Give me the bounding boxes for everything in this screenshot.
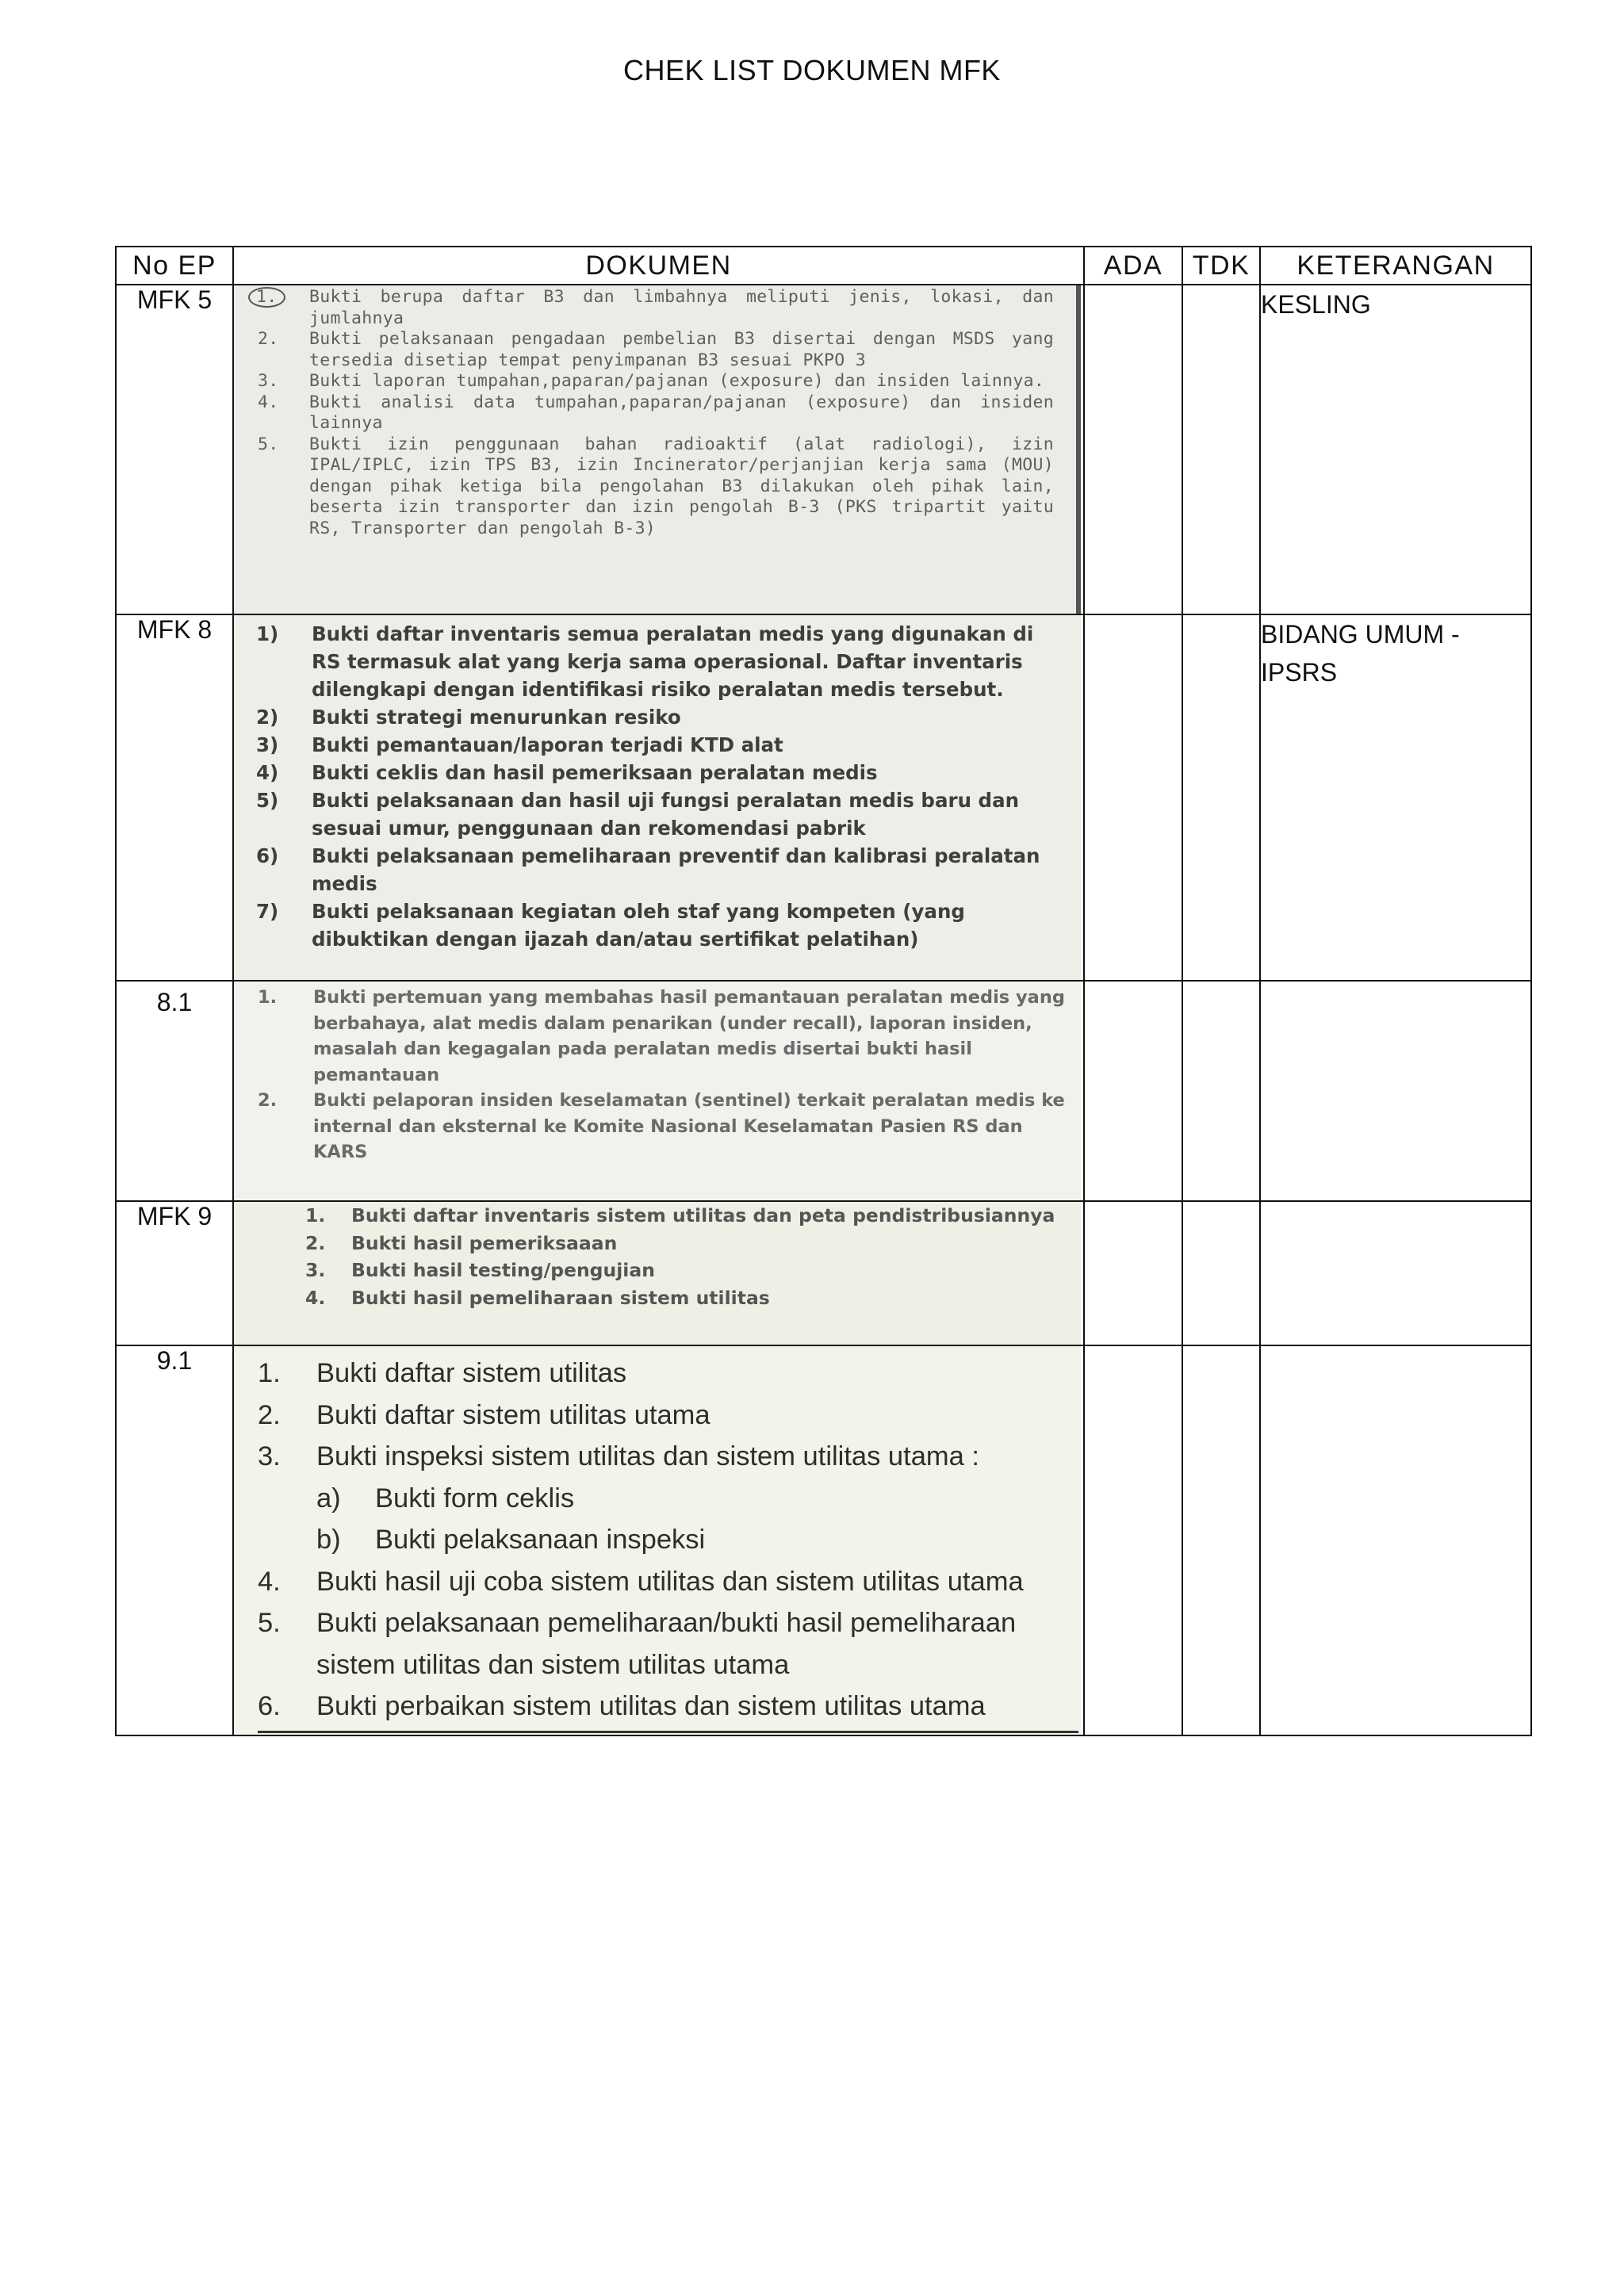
subitem-text: Bukti form ceklis — [375, 1483, 575, 1513]
ada-cell[interactable] — [1084, 1345, 1182, 1735]
item-text: Bukti pelaksanaan pemeliharaan preventif dan kalibrasi peralatan medis — [312, 844, 1040, 895]
list-item — [258, 1353, 1065, 1395]
item-number: 3. — [305, 1259, 326, 1281]
list-item — [256, 620, 1065, 703]
item-text: Bukti pelaksanaan pemeliharaan/bukti hasil pemeliharaan sistem utilitas dan sistem utilitas utama — [316, 1608, 1017, 1680]
item-text: Bukti daftar inventaris sistem utilitas dan peta pendistribusiannya — [351, 1204, 1055, 1226]
item-number: 1) — [256, 622, 279, 645]
item-number: 2. — [258, 1399, 281, 1430]
item-number: 7) — [256, 900, 279, 923]
table-row — [116, 981, 1531, 1201]
item-text: Bukti pelaksanaan dan hasil uji fungsi peralatan medis baru dan sesuai umur, penggunaan dan rekomendasi pabrik — [312, 789, 1020, 840]
item-number: 4) — [256, 761, 279, 784]
item-number: 4. — [258, 1566, 281, 1597]
checklist-table — [115, 246, 1532, 1736]
item-number: 1. — [258, 1358, 281, 1388]
list-item — [256, 842, 1065, 897]
item-text: Bukti inspeksi sistem utilitas dan sistem utilitas utama : — [316, 1441, 979, 1471]
list-item — [305, 1230, 1065, 1257]
item-number: 4. — [258, 392, 279, 412]
header-ada: ADA — [1084, 247, 1182, 285]
page-title: CHEK LIST DOKUMEN MFK — [623, 54, 1001, 86]
dokumen-cell — [233, 285, 1084, 614]
item-number: 3. — [258, 1441, 281, 1471]
scanned-document-excerpt — [234, 982, 1081, 1200]
item-number: 6) — [256, 844, 279, 867]
header-tdk: TDK — [1182, 247, 1260, 285]
header-keterangan: KETERANGAN — [1260, 247, 1531, 285]
list-item — [258, 1602, 1065, 1686]
item-text: Bukti daftar sistem utilitas utama — [316, 1399, 710, 1430]
ada-cell[interactable] — [1084, 1201, 1182, 1345]
scan-underline — [258, 1731, 1078, 1733]
item-number: 2) — [256, 706, 279, 729]
subitem-letter: b) — [316, 1525, 341, 1555]
item-text: Bukti pertemuan yang membahas hasil pemantauan peralatan medis yang berbahaya, alat medis dalam penarikan (under recall), laporan insiden, masalah dan kegagalan pada peralatan medis disertai bukti hasil pemantauan — [313, 987, 1065, 1085]
keterangan-cell: KESLING — [1260, 285, 1531, 614]
subitem-letter: a) — [316, 1483, 341, 1513]
list-item — [258, 1561, 1065, 1603]
list-item — [258, 1686, 1065, 1728]
dokumen-cell — [233, 614, 1084, 981]
item-number: 1. — [258, 987, 278, 1008]
list-item — [305, 1284, 1065, 1312]
item-number: 1. — [305, 1204, 326, 1226]
item-number: 1. — [248, 287, 285, 308]
item-text: Bukti daftar inventaris semua peralatan medis yang digunakan di RS termasuk alat yang kerja sama operasional. Daftar inventaris dilengkapi dengan identifikasi risiko peralatan medis tersebut. — [312, 622, 1034, 701]
item-text: Bukti hasil uji coba sistem utilitas dan sistem utilitas utama — [316, 1566, 1024, 1597]
item-number: 4. — [305, 1286, 326, 1309]
list-item — [242, 392, 1054, 434]
item-text: Bukti pelaksanaan pengadaan pembelian B3 disertai dengan MSDS yang tersedia disetiap tempat penyimpanan B3 sesuai PKPO 3 — [309, 329, 1054, 370]
tdk-cell[interactable] — [1182, 1201, 1260, 1345]
list-item — [242, 434, 1054, 540]
no-ep-cell: 8.1 — [116, 981, 233, 1201]
list-item — [258, 1088, 1065, 1165]
list-item — [242, 371, 1054, 392]
item-text: Bukti hasil pemeliharaan sistem utilitas — [351, 1286, 770, 1309]
list-item — [305, 1202, 1065, 1230]
item-number: 3) — [256, 733, 279, 756]
no-ep-cell: MFK 8 — [116, 614, 233, 981]
header-dokumen: DOKUMEN — [233, 247, 1084, 285]
item-text: Bukti hasil pemeriksaaan — [351, 1231, 618, 1254]
ada-cell[interactable] — [1084, 614, 1182, 981]
table-row — [116, 1201, 1531, 1345]
keterangan-cell — [1260, 1345, 1531, 1735]
item-number: 2. — [258, 329, 279, 349]
scanned-document-excerpt — [234, 1346, 1081, 1735]
sub-list-item — [258, 1478, 1065, 1520]
no-ep-cell: MFK 5 — [116, 285, 233, 614]
dokumen-cell — [233, 981, 1084, 1201]
list-item — [256, 759, 1065, 786]
item-text: Bukti pemantauan/laporan terjadi KTD alat — [312, 733, 783, 756]
table-row — [116, 614, 1531, 981]
item-number: 5) — [256, 789, 279, 812]
item-text: Bukti pelaporan insiden keselamatan (sentinel) terkait peralatan medis ke internal dan eksternal ke Komite Nasional Keselamatan Pasien RS dan KARS — [313, 1090, 1065, 1162]
list-item — [258, 1436, 1065, 1478]
ada-cell[interactable] — [1084, 981, 1182, 1201]
item-text: Bukti berupa daftar B3 dan limbahnya meliputi jenis, lokasi, dan jumlahnya — [309, 287, 1054, 328]
item-text: Bukti izin penggunaan bahan radioaktif (alat radiologi), izin IPAL/IPLC, izin TPS B3, izin Incinerator/perjanjian kerja sama (MOU) dengan pihak ketiga bila pengolahan B3 dilakukan oleh pihak lain, beserta izin transporter dan izin pengolah B-3 (PKS tripartit yaitu RS, Transporter dan pengolah B-3) — [309, 434, 1054, 538]
item-number: 2. — [258, 1090, 278, 1111]
subitem-text: Bukti pelaksanaan inspeksi — [375, 1525, 706, 1555]
scanned-document-excerpt — [234, 285, 1081, 614]
item-number: 3. — [258, 371, 279, 391]
item-number: 5. — [258, 1608, 281, 1638]
keterangan-cell: BIDANG UMUM - IPSRS — [1260, 614, 1531, 981]
list-item — [242, 329, 1054, 371]
tdk-cell[interactable] — [1182, 285, 1260, 614]
table-header-row — [116, 247, 1531, 285]
list-item — [242, 287, 1054, 329]
list-item — [256, 897, 1065, 953]
item-number: 5. — [258, 434, 279, 454]
list-item — [258, 985, 1065, 1088]
scanned-document-excerpt — [234, 1202, 1081, 1345]
item-number: 2. — [305, 1231, 326, 1254]
table-row — [116, 285, 1531, 614]
item-text: Bukti strategi menurunkan resiko — [312, 706, 681, 729]
list-item — [256, 703, 1065, 731]
ada-cell[interactable] — [1084, 285, 1182, 614]
header-no-ep: No EP — [116, 247, 233, 285]
tdk-cell[interactable] — [1182, 981, 1260, 1201]
item-number: 6. — [258, 1691, 281, 1721]
list-item — [256, 731, 1065, 759]
sub-list-item — [258, 1519, 1065, 1561]
table-row — [116, 1345, 1531, 1735]
item-text: Bukti ceklis dan hasil pemeriksaan peralatan medis — [312, 761, 878, 784]
no-ep-cell: MFK 9 — [116, 1201, 233, 1345]
dokumen-cell — [233, 1201, 1084, 1345]
list-item — [305, 1257, 1065, 1284]
keterangan-cell — [1260, 1201, 1531, 1345]
item-text: Bukti hasil testing/pengujian — [351, 1259, 655, 1281]
tdk-cell[interactable] — [1182, 1345, 1260, 1735]
item-text: Bukti analisi data tumpahan,paparan/pajanan (exposure) dan insiden lainnya — [309, 392, 1054, 433]
list-item — [256, 786, 1065, 842]
list-item — [258, 1395, 1065, 1437]
scanned-document-excerpt — [234, 615, 1081, 980]
tdk-cell[interactable] — [1182, 614, 1260, 981]
item-text: Bukti laporan tumpahan,paparan/pajanan (exposure) dan insiden lainnya. — [309, 371, 1045, 391]
item-text: Bukti pelaksanaan kegiatan oleh staf yang kompeten (yang dibuktikan dengan ijazah dan/atau sertifikat pelatihan) — [312, 900, 965, 951]
keterangan-cell — [1260, 981, 1531, 1201]
item-text: Bukti perbaikan sistem utilitas dan sistem utilitas utama — [316, 1691, 986, 1721]
item-text: Bukti daftar sistem utilitas — [316, 1358, 627, 1388]
dokumen-cell — [233, 1345, 1084, 1735]
no-ep-cell: 9.1 — [116, 1345, 233, 1735]
